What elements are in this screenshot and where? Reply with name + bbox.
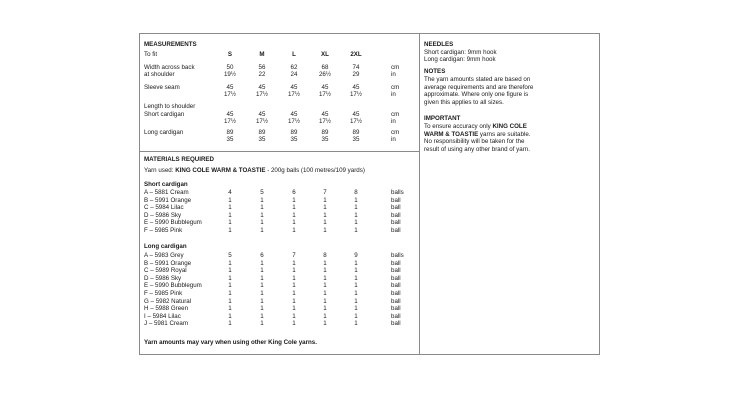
yarn-quantity: 1 [292,267,296,275]
measurement-value: 29 [352,71,360,78]
yarn-unit: ball [391,282,401,290]
important-heading: IMPORTANT [424,115,461,122]
to-fit-label: To fit [144,51,158,58]
yarn-quantity: 1 [228,305,232,313]
yarn-unit: ball [391,227,401,234]
yarn-quantity: 1 [354,320,358,328]
yarn-quantity: 1 [260,282,264,290]
yarn-shade: D – 5986 Sky [144,274,182,282]
column-divider [419,33,420,355]
yarn-quantity: 1 [323,297,327,305]
yarn-quantity: 1 [228,227,232,234]
measurement-value: 22 [258,71,266,78]
measurement-value: 45 [352,111,360,118]
yarn-quantity: 1 [323,196,327,204]
yarn-used-prefix: Yarn used: [144,167,176,174]
important-text: result of using any other brand of yarn. [424,145,530,153]
yarn-quantity: 1 [228,297,232,305]
yarn-quantity: 1 [260,274,264,282]
measurement-value: 45 [226,84,234,91]
measurement-value: 62 [290,64,298,71]
yarn-quantity: 7 [292,252,296,259]
yarn-unit: balls [391,189,404,196]
measurement-value: 35 [258,136,266,143]
yarn-shade: J – 5981 Cream [144,320,189,328]
measurement-value: 35 [290,136,298,143]
measurement-value: 45 [321,111,329,118]
yarn-unit: ball [391,259,401,267]
yarn-quantity: 1 [292,297,296,305]
yarn-quantity: 1 [323,211,327,219]
measurement-label: at shoulder [144,71,175,78]
yarn-quantity: 1 [260,204,264,212]
notes-heading: NOTES [424,68,446,75]
yarn-quantity: 1 [323,274,327,282]
measurement-value: 45 [290,84,298,91]
measurement-value: 35 [226,136,234,143]
long-cardigan-heading: Long cardigan [144,243,187,250]
yarn-unit: ball [391,196,401,204]
yarn-unit: ball [391,290,401,297]
yarn-quantity: 7 [323,189,327,196]
yarn-quantity: 1 [292,312,296,320]
yarn-quantity: 1 [354,274,358,282]
yarn-unit: ball [391,320,401,328]
yarn-quantity: 5 [228,252,232,259]
measurement-value: 89 [290,129,298,136]
materials-heading: MATERIALS REQUIRED [144,156,215,163]
notes-text: approximate. Where only one figure is [424,91,529,99]
measurement-value: 56 [258,64,266,71]
notes-text: average requirements and are therefore [424,83,534,91]
yarn-quantity: 5 [260,189,264,196]
yarn-quantity: 1 [260,219,264,227]
yarn-quantity: 1 [292,204,296,212]
yarn-quantity: 1 [228,290,232,297]
measurement-value: 24 [290,71,298,78]
yarn-quantity: 1 [228,219,232,227]
yarn-shade: G – 5982 Natural [144,297,192,305]
measurements-heading: MEASUREMENTS [144,41,197,48]
yarn-shade: B – 5991 Orange [144,196,192,204]
measurement-value: 17½ [255,118,269,125]
yarn-quantity: 1 [260,196,264,204]
unit-label: cm [391,129,400,136]
measurement-value: 50 [226,64,234,71]
yarn-quantity: 1 [260,227,264,234]
measurement-value: 35 [321,136,329,143]
yarn-unit: balls [391,252,404,259]
yarn-unit: ball [391,305,401,313]
yarn-quantity: 1 [260,297,264,305]
yarn-quantity: 1 [292,290,296,297]
measurement-value: 17½ [318,118,332,125]
yarn-shade: B – 5991 Orange [144,259,192,267]
yarn-footnote: Yarn amounts may vary when using other King Cole yarns. [144,339,317,346]
yarn-unit: ball [391,204,401,212]
yarn-quantity: 1 [323,267,327,275]
yarn-quantity: 8 [323,252,327,259]
yarn-quantity: 1 [228,259,232,267]
measurement-label: Sleeve seam [144,84,180,91]
size-header: S [227,51,233,58]
yarn-shade: C – 5984 Lilac [144,204,184,212]
yarn-quantity: 1 [292,211,296,219]
measurement-value: 17½ [349,118,363,125]
measurement-value: 45 [226,111,234,118]
measurement-value: 17½ [255,91,269,98]
yarn-shade: A – 5983 Grey [144,252,184,259]
yarn-quantity: 1 [228,267,232,275]
yarn-quantity: 1 [323,259,327,267]
measurement-value: 45 [321,84,329,91]
yarn-name: WARM & TOASTIE [424,130,479,138]
measurement-value: 89 [258,129,266,136]
needle-size: Long cardigan: 9mm hook [424,56,496,64]
measurement-value: 26½ [318,71,332,78]
measurement-value: 17½ [287,118,301,125]
important-text-prefix: To ensure accuracy only [424,123,493,130]
yarn-shade: F – 5985 Pink [144,227,183,234]
yarn-quantity: 1 [292,259,296,267]
needles-heading: NEEDLES [424,41,454,48]
yarn-quantity: 1 [323,282,327,290]
yarn-quantity: 1 [323,219,327,227]
yarn-quantity: 6 [292,189,296,196]
measurement-value: 17½ [223,118,237,125]
section-divider [139,151,420,152]
unit-label: in [391,71,396,78]
size-header: 2XL [350,51,362,58]
unit-label: in [391,91,396,98]
yarn-quantity: 1 [260,290,264,297]
yarn-quantity: 1 [323,320,327,328]
measurement-value: 68 [321,64,329,71]
unit-label: cm [391,64,400,71]
yarn-quantity: 1 [260,305,264,313]
yarn-quantity: 1 [323,204,327,212]
yarn-quantity: 1 [323,312,327,320]
yarn-quantity: 1 [292,219,296,227]
pattern-info-panel [139,33,600,355]
unit-label: in [391,118,396,125]
measurement-value: 45 [290,111,298,118]
yarn-quantity: 1 [292,196,296,204]
measurement-label: Width across back [144,64,195,71]
yarn-name: KING COLE WARM & TOASTIE [175,167,266,174]
yarn-quantity: 1 [354,196,358,204]
yarn-unit: ball [391,267,401,275]
yarn-quantity: 1 [260,259,264,267]
yarn-quantity: 1 [292,282,296,290]
important-text [424,131,530,138]
measurement-value: 17½ [223,91,237,98]
yarn-quantity: 1 [323,290,327,297]
yarn-unit: ball [391,297,401,305]
yarn-shade: A – 5881 Cream [144,189,189,196]
yarn-shade: I – 5984 Lilac [144,312,181,320]
brand-name: KING COLE [492,123,527,130]
measurement-value: 35 [352,136,360,143]
measurement-value: 45 [352,84,360,91]
yarn-quantity: 1 [354,211,358,219]
yarn-quantity: 1 [292,305,296,313]
yarn-quantity: 1 [292,320,296,328]
yarn-quantity: 1 [354,305,358,313]
measurement-label: Long cardigan [144,129,184,136]
yarn-quantity: 1 [260,320,264,328]
important-text: No responsibility will be taken for the [424,138,525,146]
important-text [424,123,527,130]
measurement-value: 19½ [223,71,237,78]
measurement-value: 89 [352,129,360,136]
notes-text: The yarn amounts stated are based on [424,76,531,83]
yarn-quantity: 9 [354,252,358,259]
yarn-quantity: 1 [354,282,358,290]
yarn-quantity: 1 [260,267,264,275]
measurement-value: 45 [258,111,266,118]
yarn-shade: C – 5989 Royal [144,267,187,275]
unit-label: cm [391,84,400,91]
short-cardigan-heading: Short cardigan [144,181,188,188]
yarn-quantity: 4 [228,189,232,196]
yarn-quantity: 1 [354,219,358,227]
size-header: L [292,51,296,58]
yarn-quantity: 1 [323,227,327,234]
yarn-quantity: 1 [354,259,358,267]
measurement-value: 17½ [349,91,363,98]
yarn-quantity: 1 [228,196,232,204]
yarn-unit: ball [391,274,401,282]
yarn-shade: H – 5988 Green [144,305,189,313]
yarn-shade: E – 5990 Bubblegum [144,219,202,227]
size-header: M [259,51,265,58]
yarn-unit: ball [391,219,401,227]
measurement-value: 74 [352,64,360,71]
needle-size: Short cardigan: 9mm hook [424,48,497,56]
measurement-value: 45 [258,84,266,91]
yarn-quantity: 1 [354,297,358,305]
yarn-quantity: 1 [228,282,232,290]
measurement-value: 17½ [318,91,332,98]
unit-label: cm [391,111,400,118]
yarn-used-line [144,167,365,174]
yarn-quantity: 1 [260,312,264,320]
yarn-quantity: 1 [354,290,358,297]
yarn-quantity: 1 [228,204,232,212]
yarn-quantity: 1 [354,267,358,275]
yarn-quantity: 1 [323,305,327,313]
yarn-unit: ball [391,211,401,219]
unit-label: in [391,136,396,143]
yarn-quantity: 1 [292,227,296,234]
yarn-quantity: 8 [354,189,358,196]
yarn-quantity: 1 [228,320,232,328]
yarn-shade: D – 5986 Sky [144,211,182,219]
yarn-quantity: 6 [260,252,264,259]
yarn-quantity: 1 [260,211,264,219]
measurement-label: Short cardigan [144,111,185,118]
yarn-quantity: 1 [228,211,232,219]
yarn-weight: - 200g balls (100 metres/109 yards) [265,167,365,174]
measurement-value: 17½ [287,91,301,98]
yarn-shade: E – 5990 Bubblegum [144,282,202,290]
size-header: XL [321,51,329,58]
measurement-value: 89 [321,129,329,136]
yarn-quantity: 1 [354,227,358,234]
yarn-unit: ball [391,312,401,320]
yarn-quantity: 1 [228,274,232,282]
yarn-quantity: 1 [292,274,296,282]
important-text-suffix: yarns are suitable. [478,130,531,138]
measurement-group-label: Length to shoulder [144,103,196,110]
notes-text: given this applies to all sizes. [424,98,504,106]
yarn-quantity: 1 [354,312,358,320]
measurement-value: 89 [226,129,234,136]
yarn-quantity: 1 [354,204,358,212]
yarn-quantity: 1 [228,312,232,320]
yarn-shade: F – 5985 Pink [144,290,183,297]
